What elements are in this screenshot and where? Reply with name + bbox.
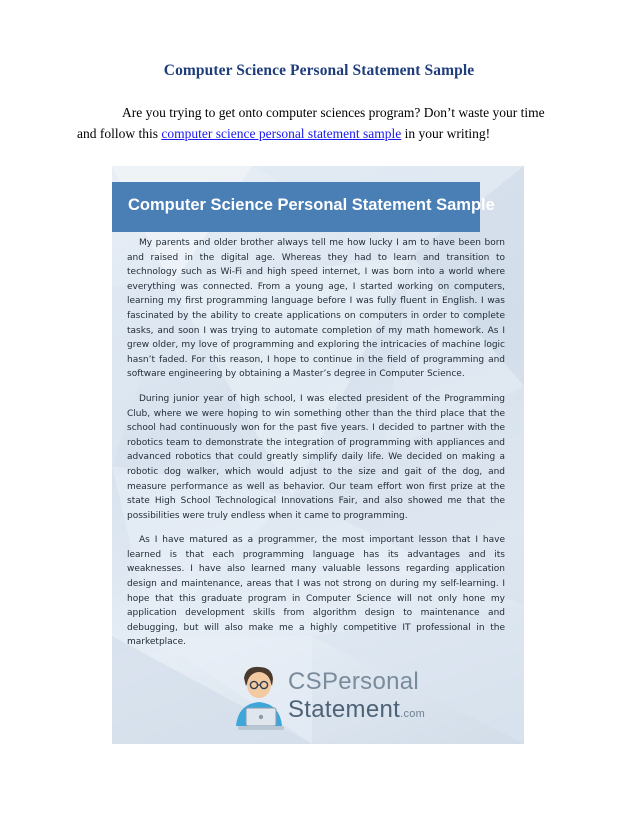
logo-text-line1: CSPersonal bbox=[288, 668, 420, 695]
statement-body bbox=[127, 236, 505, 660]
statement-sample-image bbox=[112, 166, 524, 744]
logo-text-suffix: .com bbox=[400, 708, 426, 720]
statement-paragraph-3: As I have matured as a programmer, the most important lesson that I have learned is that each programming language has its advantages and its weaknesses. I have also learned many valuable lessons regarding application design and maintenance, areas that I was not strong on during my self-learning. I hope that this graduate program in Computer Science will not only hone my application development skills from algorithm design to maintenance and debugging, but will also make me a highly competitive IT professional in the marketplace. bbox=[127, 535, 505, 648]
logo-text-statement: Statement bbox=[288, 696, 401, 723]
person-at-computer-icon bbox=[228, 664, 290, 734]
page-title: Computer Science Personal Statement Sample bbox=[163, 62, 475, 79]
sample-link[interactable]: computer science personal statement sample bbox=[161, 126, 402, 141]
statement-paragraph-1: My parents and older brother always tell me how lucky I am to have been born and raised in the digital age. Whereas they had to learn and transition to technology such as Wi-Fi and high speed internet, I was born into a world where everything was connected. From a young age, I started working on computers, learning my first programming language before I was fully fluent in English. I was fascinated by the ability to create applications on computers in order to complete tasks, and soon I was trying to automate completion of my math homework. As I grew older, my love of programming and exploring the intricacies of machine logic hasn’t faded. For this reason, I hope to continue in the field of programming and software engineering by obtaining a Master’s degree in Computer Science. bbox=[127, 238, 505, 380]
intro-text-start: Are you trying to get onto computer sciences program? Don’t waste your time and follow this bbox=[77, 105, 545, 141]
logo-text-line2 bbox=[288, 696, 425, 724]
banner-title: Computer Science Personal Statement Sample bbox=[128, 196, 495, 214]
intro-paragraph bbox=[77, 102, 567, 144]
cspersonalstatement-logo bbox=[228, 664, 458, 734]
sample-banner bbox=[112, 182, 495, 232]
intro-text-end: in your writing! bbox=[401, 126, 491, 141]
statement-paragraph-2: During junior year of high school, I was elected president of the Programming Club, where we were hoping to win something other than the third place that the school had continuously won for the past five years. I decided to partner with the robotics team to demonstrate the integration of programming with appliances and advanced robotics that could greatly simplify daily life. We decided on making a robotic dog walker, which would adjust to the size and gait of the dog, and measure performance as well as behavior. Our team effort won first prize at the state High School Technological Innovations Fair, and also showed me that the possibilities were truly endless when it came to programming. bbox=[127, 393, 505, 521]
